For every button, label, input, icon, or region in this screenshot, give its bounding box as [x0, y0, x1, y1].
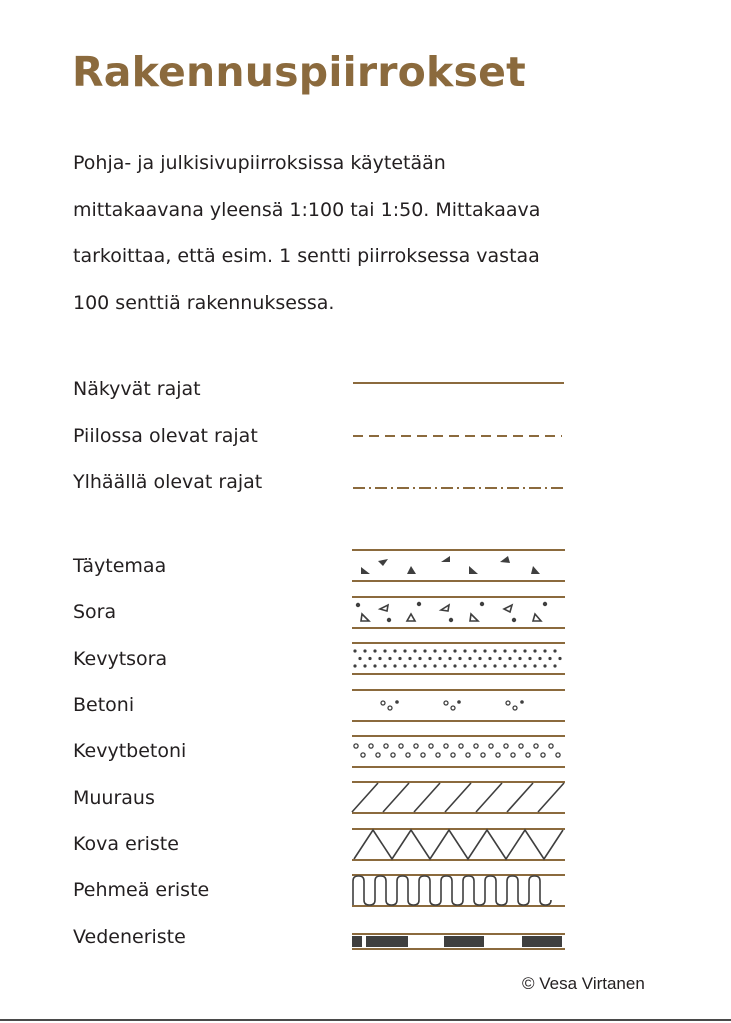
gravel-hatch-icon: [352, 593, 566, 633]
page-title: Rakennuspiirrokset: [72, 48, 526, 96]
light-gravel-hatch-icon: [352, 639, 566, 679]
legend-label-overhead-edges: Ylhäällä olevat rajat: [73, 471, 263, 493]
concrete-hatch-icon: [352, 686, 566, 726]
intro-line: tarkoittaa, että esim. 1 sentti piirroksessa vastaa: [73, 245, 540, 267]
lightweight-concrete-hatch-icon: [352, 732, 566, 772]
legend-label-hidden-edges: Piilossa olevat rajat: [73, 425, 258, 447]
intro-line: 100 senttiä rakennuksessa.: [73, 291, 335, 314]
material-label-lightweight-concrete: Kevytbetoni: [73, 740, 187, 762]
material-label-masonry: Muuraus: [73, 787, 155, 809]
material-label-gravel: Sora: [73, 601, 117, 623]
page-bottom-rule: [0, 1019, 731, 1021]
fill-soil-hatch-icon: [352, 546, 566, 586]
masonry-hatch-icon: [352, 778, 566, 818]
material-label-fill-soil: Täytemaa: [73, 555, 167, 577]
material-label-light-gravel: Kevytsora: [73, 648, 168, 670]
legend-label-visible-edges: Näkyvät rajat: [73, 378, 201, 400]
material-label-soft-insulation: Pehmeä eriste: [73, 879, 210, 901]
intro-line: Pohja- ja julkisivupiirroksissa käytetään: [73, 152, 446, 174]
soft-insulation-hatch-icon: [352, 871, 566, 911]
dashed-line-icon: [352, 426, 566, 446]
dash-dot-line-icon: [352, 478, 566, 498]
hard-insulation-hatch-icon: [352, 825, 566, 865]
material-label-waterproofing: Vedeneriste: [73, 926, 186, 948]
waterproofing-hatch-icon: [352, 931, 566, 953]
intro-line: mittakaavana yleensä 1:100 tai 1:50. Mittakaava: [73, 198, 541, 221]
material-label-hard-insulation: Kova eriste: [73, 833, 179, 855]
copyright-notice: © Vesa Virtanen: [522, 974, 645, 993]
solid-line-icon: [352, 373, 566, 393]
material-label-concrete: Betoni: [73, 694, 135, 716]
intro-paragraph: [73, 140, 673, 326]
